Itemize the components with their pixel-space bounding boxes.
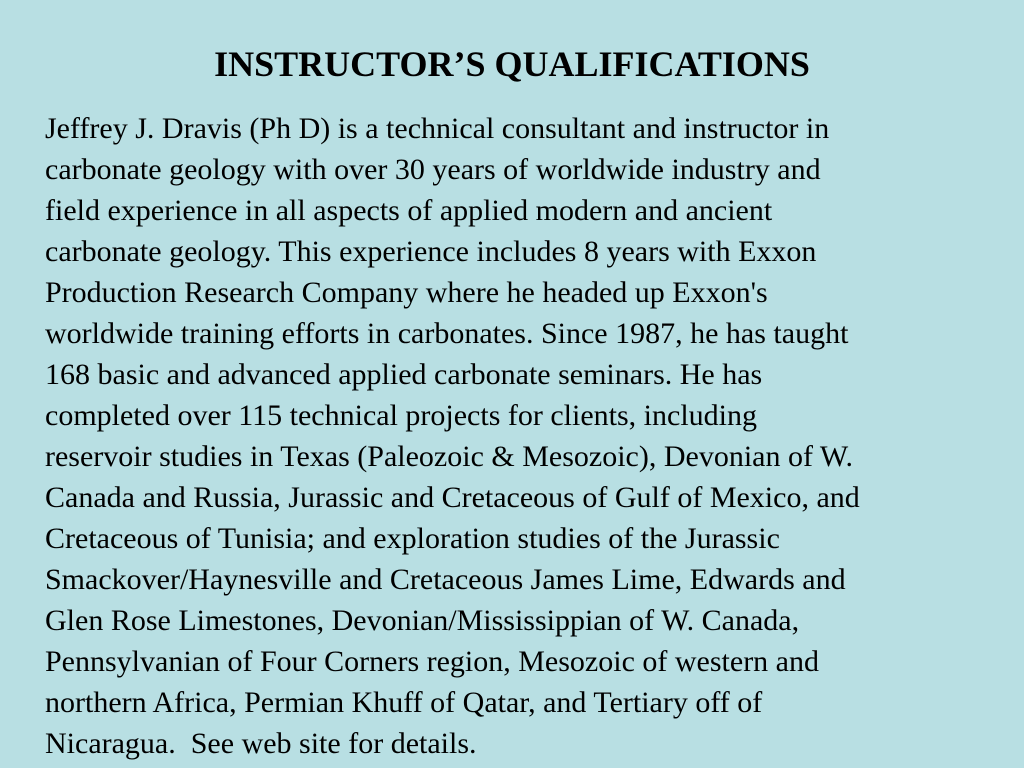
paragraph-line-16: Nicaragua. See web site for details. <box>45 727 477 760</box>
paragraph-line-10: Canada and Russia, Jurassic and Cretaceous of Gulf of Mexico, and <box>45 481 860 514</box>
paragraph-line-15: northern Africa, Permian Khuff of Qatar, and Tertiary off of <box>45 686 763 719</box>
paragraph-line-7: 168 basic and advanced applied carbonate seminars. He has <box>45 358 763 391</box>
paragraph-line-11: Cretaceous of Tunisia; and exploration studies of the Jurassic <box>45 522 780 555</box>
slide-title: INSTRUCTOR’S QUALIFICATIONS <box>214 44 810 84</box>
paragraph-line-8: completed over 115 technical projects for clients, including <box>45 399 757 432</box>
paragraph-line-1: Jeffrey J. Dravis (Ph D) is a technical consultant and instructor in <box>45 112 830 145</box>
qualifications-paragraph <box>45 108 1005 764</box>
paragraph-line-14: Pennsylvanian of Four Corners region, Mesozoic of western and <box>45 645 819 678</box>
paragraph-line-6: worldwide training efforts in carbonates. Since 1987, he has taught <box>45 317 849 350</box>
paragraph-line-5: Production Research Company where he headed up Exxon's <box>45 276 768 309</box>
paragraph-line-3: field experience in all aspects of applied modern and ancient <box>45 194 773 227</box>
paragraph-line-9: reservoir studies in Texas (Paleozoic & Mesozoic), Devonian of W. <box>45 440 853 473</box>
paragraph-line-4: carbonate geology. This experience includes 8 years with Exxon <box>45 235 817 268</box>
paragraph-line-2: carbonate geology with over 30 years of worldwide industry and <box>45 153 821 186</box>
paragraph-line-12: Smackover/Haynesville and Cretaceous James Lime, Edwards and <box>45 563 846 596</box>
paragraph-line-13: Glen Rose Limestones, Devonian/Mississippian of W. Canada, <box>45 604 800 637</box>
